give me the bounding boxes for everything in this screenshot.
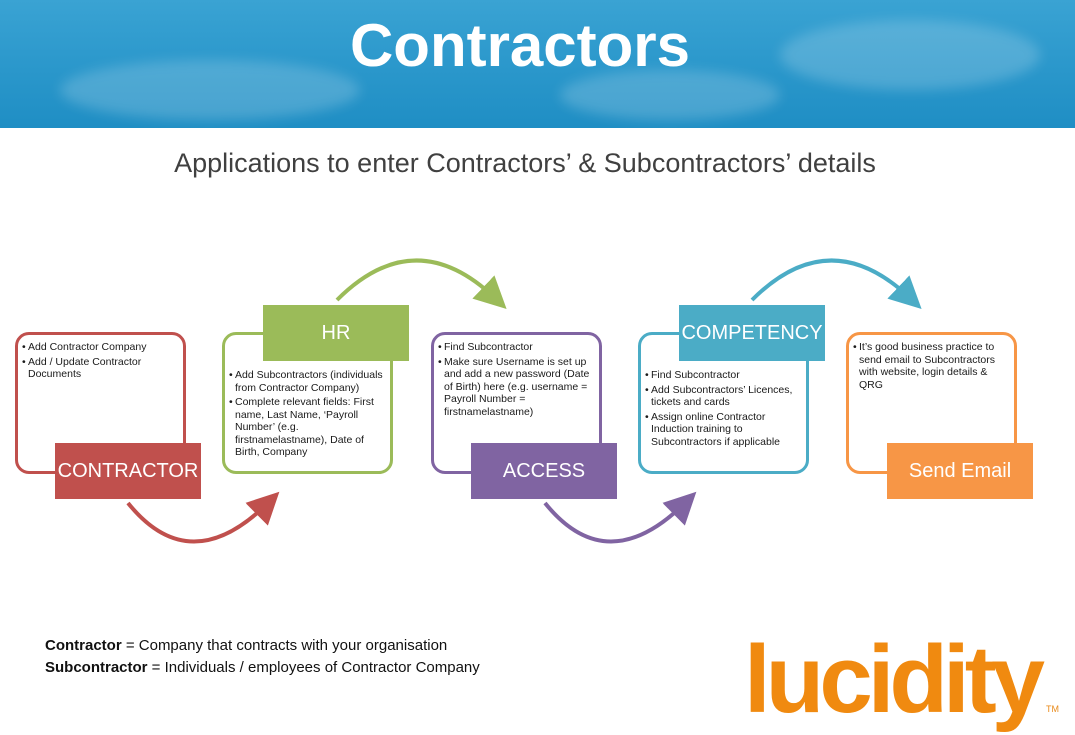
send-email-bullet: • It’s good business practice to send email to Subcontractors with website, login details & QRG [853,341,1008,391]
access-bullet: • Find Subcontractor [438,341,593,354]
definition-subcontractor [45,657,480,679]
logo-wordmark: lucidity [744,628,1041,732]
contractor-bullet: • Add / Update Contractor Documents [22,356,177,381]
arrow-access-to-competency [545,503,685,542]
send-email-label: Send Email [887,443,1033,499]
definition-text: = Company that contracts with your organisation [121,637,448,654]
hr-bullet: • Complete relevant fields: First name, Last Name, ‘Payroll Number’ (e.g. firstnamelastname), Date of Birth, Company [229,396,384,459]
competency-bullet: • Find Subcontractor [645,369,800,382]
definition-term: Contractor [45,637,122,654]
lucidity-logo [744,628,1074,732]
arrow-contractor-to-hr [128,503,268,542]
hr-bullet: • Add Subcontractors (individuals from Contractor Company) [229,369,384,394]
trademark-mark: TM [1046,704,1059,714]
competency-label: COMPETENCY [679,305,825,361]
definition-contractor [45,635,480,657]
competency-bullet: • Add Subcontractors’ Licences, tickets and cards [645,384,800,409]
arrow-competency-to-email [752,260,910,300]
competency-bullet: • Assign online Contractor Induction training to Subcontractors if applicable [645,411,800,449]
hr-label: HR [263,305,409,361]
contractor-label: CONTRACTOR [55,443,201,499]
definitions [45,635,480,679]
arrow-hr-to-access [337,260,495,300]
definition-text: = Individuals / employees of Contractor Company [147,659,480,676]
access-bullet: • Make sure Username is set up and add a new password (Date of Birth) here (e.g. username = Payroll Number = firstnamelastname) [438,356,593,419]
contractor-bullet: • Add Contractor Company [22,341,177,354]
page-subtitle: Applications to enter Contractors’ & Subcontractors’ details [174,148,876,178]
page-title: Contractors [349,12,691,79]
definition-term: Subcontractor [45,659,148,676]
access-label: ACCESS [471,443,617,499]
